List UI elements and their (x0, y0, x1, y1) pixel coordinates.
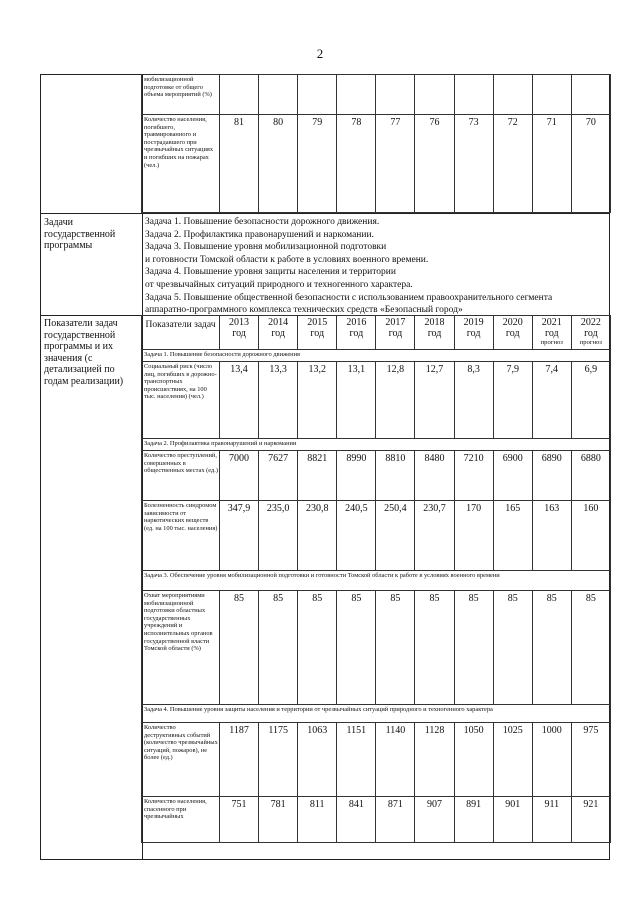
indicator-value: 6890 (532, 451, 571, 501)
indicator-value: 80 (259, 115, 298, 213)
indicator-value: 163 (532, 501, 571, 571)
year-unit: год (388, 328, 403, 339)
indicator-value: 85 (454, 591, 493, 705)
year-header (337, 316, 376, 350)
indicator-value: 891 (454, 797, 493, 843)
indicator-value: 1000 (532, 723, 571, 797)
year-unit: год (544, 328, 559, 339)
indicator-description: Количество преступлений, совершенных в общественных местах (ед.) (142, 451, 220, 501)
indicator-value: 85 (298, 591, 337, 705)
section-title: Задача 1. Повышение безопасности дорожного движения (142, 350, 611, 362)
task-line: Задача 2. Профилактика правонарушений и наркомании. (145, 229, 374, 240)
tasks-list (145, 216, 607, 317)
section-title: Задача 2. Профилактика правонарушений и наркомании (142, 439, 611, 451)
indicator-value: 6,9 (571, 362, 610, 439)
indicator-value: 1151 (337, 723, 376, 797)
indicator-value: 79 (298, 115, 337, 213)
indicator-value: 1128 (415, 723, 454, 797)
indicator-value: 235,0 (259, 501, 298, 571)
indicator-value: 921 (571, 797, 610, 843)
indicator-value: 1050 (454, 723, 493, 797)
indicator-value: 901 (493, 797, 532, 843)
year-label: 2015 (307, 317, 328, 328)
indicator-value: 8990 (337, 451, 376, 501)
section-title: Задача 4. Повышение уровня защиты населения и территории от чрезвычайных ситуаций природного и техногенного характера (142, 705, 611, 723)
indicator-value: 250,4 (376, 501, 415, 571)
indicator-value: 8,3 (454, 362, 493, 439)
year-unit: год (584, 328, 598, 339)
indicator-value: 781 (259, 797, 298, 843)
indicator-value: 13,1 (337, 362, 376, 439)
indicator-description: Количество населения, погибшего, травмированного и пострадавшего при чрезвычайных ситуациях и погибших на пожарах (чел.) (142, 115, 220, 213)
tasks-label: Задачи государственной программы (44, 217, 116, 251)
indicator-value: 1140 (376, 723, 415, 797)
year-label: 2019 (463, 317, 484, 328)
indicator-value: 240,5 (337, 501, 376, 571)
indicator-value: 7,9 (493, 362, 532, 439)
indicator-value: 76 (415, 115, 454, 213)
year-label: 2014 (268, 317, 289, 328)
forecast-note: прогноз (540, 339, 563, 346)
year-header (415, 316, 454, 350)
year-label: 2021 (541, 317, 562, 328)
year-unit: год (505, 328, 520, 339)
year-unit: год (271, 328, 285, 339)
indicators-table (141, 315, 611, 843)
indicator-value: 170 (454, 501, 493, 571)
year-label: 2018 (424, 317, 445, 328)
indicator-value: 975 (571, 723, 610, 797)
indicator-value: 85 (532, 591, 571, 705)
indicator-value: 165 (493, 501, 532, 571)
section-title: Задача 3. Обеспечение уровня мобилизационной подготовки и готовности Томской области к работе в условиях военного времени (142, 571, 611, 591)
indicator-description: Количество деструктивных событий (количество чрезвычайных ситуаций, пожаров), не более (ед.) (142, 723, 220, 797)
indicator-value: 7210 (454, 451, 493, 501)
year-unit: год (427, 328, 442, 339)
indicator-value: 8480 (415, 451, 454, 501)
indicator-value: 77 (376, 115, 415, 213)
indicator-value: 85 (220, 591, 259, 705)
indicator-value: 85 (376, 591, 415, 705)
indicator-value: 160 (571, 501, 610, 571)
indicator-value: 230,7 (415, 501, 454, 571)
row-divider (41, 213, 609, 214)
indicator-value: 871 (376, 797, 415, 843)
indicator-value: 841 (337, 797, 376, 843)
year-header (571, 316, 610, 350)
indicator-description: Социальный риск (число лиц, погибших в дорожно-транспортных происшествиях, на 100 тыс. населения) (чел.) (142, 362, 220, 439)
year-header (493, 316, 532, 350)
indicator-value: 811 (298, 797, 337, 843)
indicator-value: 12,8 (376, 362, 415, 439)
indicator-description: Количество населения, спасенного при чрезвычайных (142, 797, 220, 843)
task-line: Задача 1. Повышение безопасности дорожного движения. (145, 217, 380, 227)
indicator-value: 78 (337, 115, 376, 213)
indicator-description: мобилизационной подготовке от общего объема мероприятий (%) (142, 75, 220, 115)
task-line: Задача 4. Повышение уровня защиты населения и территории (145, 267, 396, 278)
indicator-value: 85 (493, 591, 532, 705)
year-header (220, 316, 259, 350)
indicator-value: 85 (259, 591, 298, 705)
year-label: 2016 (346, 317, 367, 328)
forecast-note: прогноз (579, 339, 603, 346)
indicator-value: 71 (532, 115, 571, 213)
indicator-value: 13,2 (298, 362, 337, 439)
indicator-description: Охват мероприятиями мобилизационной подготовки областных государственных учреждений и исполнительных органов государственной власти Томской области (%) (142, 591, 220, 705)
indicator-value: 1063 (298, 723, 337, 797)
year-label: 2020 (502, 317, 523, 328)
indicator-value: 7627 (259, 451, 298, 501)
indicators-label: Показатели задач государственной программы и их значения (с детализацией по годам реализации) (44, 318, 124, 387)
task-line: от чрезвычайных ситуаций природного и техногенного характера. (145, 279, 413, 290)
indicator-value: 230,8 (298, 501, 337, 571)
year-header (532, 316, 571, 350)
header-indicators: Показатели задач (142, 316, 220, 350)
indicator-value: 911 (532, 797, 571, 843)
year-unit: год (232, 328, 246, 339)
indicator-value: 7,4 (532, 362, 571, 439)
indicator-value: 6900 (493, 451, 532, 501)
task-line: и готовности Томской области к работе в условиях военного времени. (145, 254, 429, 265)
indicator-value: 73 (454, 115, 493, 213)
indicator-value: 1175 (259, 723, 298, 797)
indicator-value: 751 (220, 797, 259, 843)
indicator-value: 1025 (493, 723, 532, 797)
page-number: 2 (316, 46, 324, 61)
indicator-value: 347,9 (220, 501, 259, 571)
indicator-value: 12,7 (415, 362, 454, 439)
indicator-value: 8810 (376, 451, 415, 501)
indicator-value: 13,4 (220, 362, 259, 439)
indicator-value: 8821 (298, 451, 337, 501)
indicator-value: 85 (571, 591, 610, 705)
indicator-value: 85 (337, 591, 376, 705)
task-line: аппаратно-программного комплекса технических средств «Безопасный город» (145, 305, 463, 316)
task-line: Задача 3. Повышение уровня мобилизационной подготовки (145, 242, 387, 253)
year-unit: год (466, 328, 481, 339)
top-indicators-table (141, 74, 611, 213)
indicator-description: Болезненность синдромом зависимости от наркотических веществ (ед. на 100 тыс. населения) (142, 501, 220, 571)
indicator-value: 13,3 (259, 362, 298, 439)
year-label: 2013 (229, 317, 250, 328)
year-label: 2017 (385, 317, 406, 328)
indicator-value: 7000 (220, 451, 259, 501)
task-line: Задача 5. Повышение общественной безопасности с использованием правоохранительного сегмента (145, 292, 553, 303)
indicator-value: 81 (220, 115, 259, 213)
year-unit: год (310, 328, 325, 339)
indicator-value: 70 (571, 115, 610, 213)
indicator-value: 6880 (571, 451, 610, 501)
year-header (454, 316, 493, 350)
indicator-value: 1187 (220, 723, 259, 797)
year-header (259, 316, 298, 350)
year-unit: год (349, 328, 364, 339)
year-header (376, 316, 415, 350)
indicator-value: 85 (415, 591, 454, 705)
year-label: 2022 (580, 317, 601, 328)
indicator-value: 907 (415, 797, 454, 843)
indicator-value: 72 (493, 115, 532, 213)
year-header (298, 316, 337, 350)
